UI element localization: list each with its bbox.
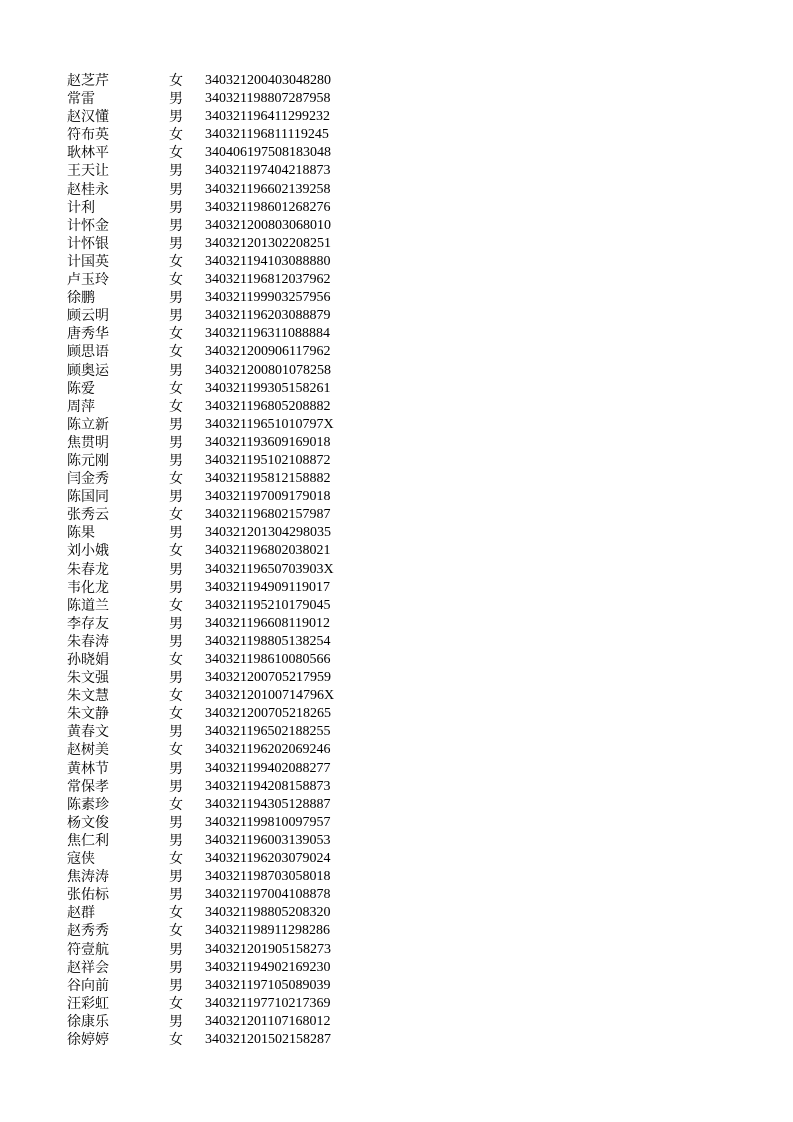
name-cell: 焦贯明 <box>67 434 109 451</box>
id-number-cell: 340321199305158261 <box>205 380 331 396</box>
name-cell: 刘小娥 <box>67 543 109 560</box>
name-cell: 王天让 <box>67 163 109 180</box>
id-number-cell: 340321196811119245 <box>205 127 329 143</box>
id-number-cell: 340321196608119012 <box>205 615 330 631</box>
roster-row <box>67 651 334 669</box>
roster-row <box>67 488 334 506</box>
roster-row <box>67 995 334 1013</box>
gender-cell: 男 <box>169 959 183 976</box>
name-cell: 陈立新 <box>67 416 109 433</box>
id-number-cell: 340321195210179045 <box>205 597 331 613</box>
id-number-cell: 340406197508183048 <box>205 145 331 161</box>
id-number-cell: 34032119651010797X <box>205 416 334 432</box>
id-number-cell: 340321194103088880 <box>205 253 331 269</box>
roster-row <box>67 470 334 488</box>
gender-cell: 女 <box>169 344 183 361</box>
id-number-cell: 340321198807287958 <box>205 91 331 107</box>
name-cell: 赵群 <box>67 905 95 922</box>
roster-row <box>67 434 334 452</box>
id-number-cell: 340321199903257956 <box>205 290 331 306</box>
gender-cell: 男 <box>169 235 183 252</box>
gender-cell: 男 <box>169 109 183 126</box>
id-number-cell: 340321196802038021 <box>205 543 331 559</box>
roster-row <box>67 542 334 560</box>
id-number-cell: 340321197009179018 <box>205 489 331 505</box>
gender-cell: 男 <box>169 416 183 433</box>
name-cell: 朱文强 <box>67 670 109 687</box>
name-cell: 朱春涛 <box>67 633 109 650</box>
gender-cell: 女 <box>169 507 183 524</box>
roster-row <box>67 362 334 380</box>
roster-row <box>67 597 334 615</box>
name-cell: 赵树美 <box>67 742 109 759</box>
roster-row <box>67 162 334 180</box>
gender-cell: 男 <box>169 163 183 180</box>
name-cell: 黄林节 <box>67 760 109 777</box>
name-cell: 符壹航 <box>67 941 109 958</box>
roster-row <box>67 181 334 199</box>
gender-cell: 男 <box>169 579 183 596</box>
id-number-cell: 340321198601268276 <box>205 199 331 215</box>
roster-row <box>67 108 334 126</box>
id-number-cell: 340321198911298286 <box>205 923 330 939</box>
id-number-cell: 340321196602139258 <box>205 181 331 197</box>
roster-row <box>67 126 334 144</box>
name-cell: 赵秀秀 <box>67 923 109 940</box>
roster-row <box>67 72 334 90</box>
id-number-cell: 340321200705217959 <box>205 670 331 686</box>
name-cell: 耿林平 <box>67 145 109 162</box>
roster-row <box>67 1013 334 1031</box>
name-cell: 唐秀华 <box>67 326 109 343</box>
name-cell: 顾云明 <box>67 308 109 325</box>
gender-cell: 男 <box>169 525 183 542</box>
roster-row <box>67 90 334 108</box>
id-number-cell: 340321194305128887 <box>205 796 331 812</box>
name-cell: 黄春文 <box>67 724 109 741</box>
gender-cell: 女 <box>169 796 183 813</box>
roster-list <box>67 72 334 1049</box>
name-cell: 计国英 <box>67 253 109 270</box>
gender-cell: 男 <box>169 290 183 307</box>
name-cell: 常雷 <box>67 91 95 108</box>
gender-cell: 男 <box>169 561 183 578</box>
roster-row <box>67 380 334 398</box>
id-number-cell: 340321196202069246 <box>205 742 331 758</box>
gender-cell: 男 <box>169 615 183 632</box>
name-cell: 闫金秀 <box>67 471 109 488</box>
roster-row <box>67 307 334 325</box>
roster-row <box>67 1031 334 1049</box>
roster-row <box>67 217 334 235</box>
gender-cell: 男 <box>169 452 183 469</box>
gender-cell: 女 <box>169 742 183 759</box>
id-number-cell: 340321194902169230 <box>205 959 331 975</box>
name-cell: 陈道兰 <box>67 597 109 614</box>
gender-cell: 女 <box>169 127 183 144</box>
id-number-cell: 340321199402088277 <box>205 760 331 776</box>
name-cell: 陈爱 <box>67 380 95 397</box>
name-cell: 符布英 <box>67 127 109 144</box>
gender-cell: 女 <box>169 73 183 89</box>
name-cell: 陈国同 <box>67 489 109 506</box>
id-number-cell: 340321195102108872 <box>205 452 331 468</box>
id-number-cell: 340321196411299232 <box>205 109 330 125</box>
name-cell: 赵芝芹 <box>67 73 109 89</box>
roster-row <box>67 398 334 416</box>
id-number-cell: 34032120100714796X <box>205 688 335 704</box>
roster-row <box>67 633 334 651</box>
gender-cell: 女 <box>169 706 183 723</box>
roster-row <box>67 922 334 940</box>
roster-row <box>67 959 334 977</box>
gender-cell: 女 <box>169 145 183 162</box>
gender-cell: 女 <box>169 326 183 343</box>
name-cell: 顾奥运 <box>67 362 109 379</box>
id-number-cell: 340321201107168012 <box>205 1013 331 1029</box>
gender-cell: 女 <box>169 597 183 614</box>
name-cell: 徐康乐 <box>67 1013 109 1030</box>
gender-cell: 女 <box>169 905 183 922</box>
roster-row <box>67 235 334 253</box>
name-cell: 杨文俊 <box>67 814 109 831</box>
id-number-cell: 340321200803068010 <box>205 217 331 233</box>
id-number-cell: 340321201502158287 <box>205 1031 331 1047</box>
gender-cell: 男 <box>169 760 183 777</box>
roster-row <box>67 868 334 886</box>
id-number-cell: 340321196802157987 <box>205 507 331 523</box>
roster-row <box>67 524 334 542</box>
name-cell: 谷向前 <box>67 977 109 994</box>
roster-row <box>67 705 334 723</box>
gender-cell: 男 <box>169 832 183 849</box>
id-number-cell: 340321200403048280 <box>205 73 331 88</box>
roster-row <box>67 253 334 271</box>
id-number-cell: 340321201304298035 <box>205 525 331 541</box>
name-cell: 陈元刚 <box>67 452 109 469</box>
gender-cell: 男 <box>169 869 183 886</box>
roster-row <box>67 144 334 162</box>
gender-cell: 男 <box>169 217 183 234</box>
gender-cell: 女 <box>169 688 183 705</box>
name-cell: 朱文静 <box>67 706 109 723</box>
name-cell: 赵汉懂 <box>67 109 109 126</box>
id-number-cell: 340321194909119017 <box>205 579 330 595</box>
gender-cell: 男 <box>169 977 183 994</box>
name-cell: 汪彩虹 <box>67 995 109 1012</box>
roster-row <box>67 886 334 904</box>
gender-cell: 男 <box>169 199 183 216</box>
roster-row <box>67 904 334 922</box>
roster-row <box>67 687 334 705</box>
id-number-cell: 340321198703058018 <box>205 869 331 885</box>
id-number-cell: 340321200801078258 <box>205 362 331 378</box>
name-cell: 韦化龙 <box>67 579 109 596</box>
gender-cell: 男 <box>169 434 183 451</box>
roster-row <box>67 325 334 343</box>
gender-cell: 男 <box>169 181 183 198</box>
gender-cell: 女 <box>169 272 183 289</box>
id-number-cell: 340321194208158873 <box>205 778 331 794</box>
roster-row <box>67 271 334 289</box>
name-cell: 焦涛涛 <box>67 869 109 886</box>
gender-cell: 女 <box>169 995 183 1012</box>
roster-row <box>67 416 334 434</box>
roster-row <box>67 760 334 778</box>
id-number-cell: 340321200705218265 <box>205 706 331 722</box>
id-number-cell: 340321195812158882 <box>205 471 331 487</box>
name-cell: 赵祥会 <box>67 959 109 976</box>
gender-cell: 男 <box>169 778 183 795</box>
name-cell: 陈素珍 <box>67 796 109 813</box>
id-number-cell: 340321201905158273 <box>205 941 331 957</box>
gender-cell: 男 <box>169 670 183 687</box>
id-number-cell: 34032119650703903X <box>205 561 334 577</box>
id-number-cell: 340321200906117962 <box>205 344 331 360</box>
name-cell: 赵桂永 <box>67 181 109 198</box>
roster-row <box>67 850 334 868</box>
roster-row <box>67 832 334 850</box>
gender-cell: 女 <box>169 253 183 270</box>
id-number-cell: 340321196203088879 <box>205 308 331 324</box>
name-cell: 计怀银 <box>67 235 109 252</box>
name-cell: 卢玉玲 <box>67 272 109 289</box>
name-cell: 计怀金 <box>67 217 109 234</box>
gender-cell: 男 <box>169 489 183 506</box>
id-number-cell: 340321196812037962 <box>205 272 331 288</box>
roster-row <box>67 343 334 361</box>
roster-row <box>67 615 334 633</box>
id-number-cell: 340321197404218873 <box>205 163 331 179</box>
name-cell: 朱春龙 <box>67 561 109 578</box>
name-cell: 陈果 <box>67 525 95 542</box>
name-cell: 寇侠 <box>67 851 95 868</box>
name-cell: 张秀云 <box>67 507 109 524</box>
roster-row <box>67 579 334 597</box>
name-cell: 周萍 <box>67 398 95 415</box>
gender-cell: 男 <box>169 941 183 958</box>
id-number-cell: 340321196203079024 <box>205 851 331 867</box>
roster-row <box>67 506 334 524</box>
gender-cell: 男 <box>169 1013 183 1030</box>
name-cell: 常保孝 <box>67 778 109 795</box>
gender-cell: 女 <box>169 923 183 940</box>
id-number-cell: 340321196311088884 <box>205 326 330 342</box>
roster-row <box>67 741 334 759</box>
gender-cell: 女 <box>169 1031 183 1048</box>
gender-cell: 男 <box>169 814 183 831</box>
name-cell: 顾思语 <box>67 344 109 361</box>
roster-row <box>67 778 334 796</box>
id-number-cell: 340321198805208320 <box>205 905 331 921</box>
id-number-cell: 340321201302208251 <box>205 235 331 251</box>
gender-cell: 男 <box>169 362 183 379</box>
gender-cell: 女 <box>169 380 183 397</box>
gender-cell: 男 <box>169 887 183 904</box>
roster-row <box>67 796 334 814</box>
gender-cell: 男 <box>169 633 183 650</box>
name-cell: 徐婷婷 <box>67 1031 109 1048</box>
id-number-cell: 340321198610080566 <box>205 652 331 667</box>
roster-row <box>67 977 334 995</box>
roster-row <box>67 814 334 832</box>
id-number-cell: 340321197004108878 <box>205 887 331 903</box>
name-cell: 朱文慧 <box>67 688 109 705</box>
name-cell: 计利 <box>67 199 95 216</box>
gender-cell: 女 <box>169 398 183 415</box>
id-number-cell: 340321196805208882 <box>205 398 331 414</box>
id-number-cell: 340321196502188255 <box>205 724 331 740</box>
roster-row <box>67 941 334 959</box>
gender-cell: 男 <box>169 724 183 741</box>
roster-row <box>67 199 334 217</box>
gender-cell: 男 <box>169 308 183 325</box>
gender-cell: 女 <box>169 652 183 668</box>
id-number-cell: 340321197710217369 <box>205 995 331 1011</box>
name-cell: 李存友 <box>67 615 109 632</box>
roster-row <box>67 669 334 687</box>
roster-row <box>67 452 334 470</box>
id-number-cell: 340321197105089039 <box>205 977 331 993</box>
gender-cell: 女 <box>169 851 183 868</box>
gender-cell: 女 <box>169 543 183 560</box>
name-cell: 张佑标 <box>67 887 109 904</box>
roster-row <box>67 561 334 579</box>
name-cell: 焦仁利 <box>67 832 109 849</box>
id-number-cell: 340321196003139053 <box>205 832 331 848</box>
id-number-cell: 340321199810097957 <box>205 814 331 830</box>
gender-cell: 男 <box>169 91 183 108</box>
name-cell: 徐鹏 <box>67 290 95 307</box>
gender-cell: 女 <box>169 471 183 488</box>
name-cell: 孙晓娟 <box>67 652 109 668</box>
roster-row <box>67 723 334 741</box>
id-number-cell: 340321198805138254 <box>205 633 331 649</box>
roster-row <box>67 289 334 307</box>
id-number-cell: 340321193609169018 <box>205 434 331 450</box>
